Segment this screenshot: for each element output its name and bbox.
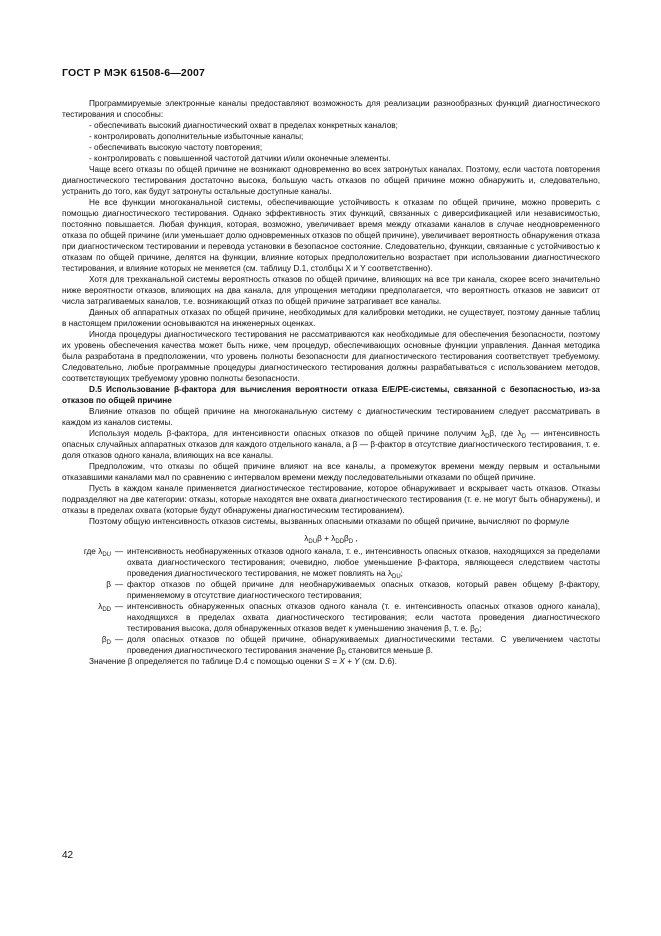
subscript: D	[348, 539, 354, 545]
paragraph: Иногда процедуры диагностического тестирования не рассматриваются как необходимые для обеспечения безопасности, поэтому их уровень обеспечения качества может быть ниже, чем процедур, обеспечивающих основные функции управления. Данная методика была разработана в предположении, что уровень полноты безопасности для диагностического тестирования соответствует требуемому. Следовательно, любые программные процедуры диагностического тестирования должны разрабатываться с использованием методов, соответствующих требуемому уровню полноты безопасности.	[62, 330, 600, 383]
text-run: (см. D.6).	[359, 657, 397, 666]
text-run: β, где λ	[489, 429, 522, 438]
dash-separator: —	[114, 602, 124, 611]
paragraph: Чаще всего отказы по общей причине не возникают одновременно во всех затронутых каналах. Поэтому, если частота повторения диагностического тестирования достаточно высока, большую часть отказов по общей причине можно обнаружить и, следовательно, устранить до того, как будут затронуты остальные доступные каналы.	[62, 165, 600, 196]
definition-symbol	[62, 546, 111, 557]
subscript: DU	[102, 552, 111, 558]
formula-inline: S = X + Y	[324, 657, 360, 666]
text-run: становится меньше β.	[345, 646, 433, 655]
formula-part: β	[344, 534, 349, 543]
document-body	[62, 98, 600, 667]
list-item: - контролировать с повышенной частотой датчики и/или оконечные элементы.	[89, 154, 391, 163]
subscript: D	[341, 651, 346, 657]
symbol: λ	[98, 547, 103, 556]
paragraph: Данных об аппаратных отказах по общей причине, необходимых для калибровки методики, не существует, поэтому данные таблиц в настоящем приложении основываются на инженерных оценках.	[62, 308, 600, 328]
definition-text	[127, 579, 600, 601]
symbol: λ	[387, 569, 392, 578]
definition-body: доля опасных отказов по общей причине, обнаруживаемых диагностическими тестами. С увеличением частоты проведения диагностического тестирования значение β	[127, 635, 600, 655]
subscript: DU	[308, 539, 318, 545]
subscript: DD	[102, 607, 111, 613]
symbol: λ	[98, 602, 103, 611]
definition-body: фактор отказов по общей причине для необнаруживаемых опасных отказов, который равен общему β-фактору, применяемому в отсутствие диагностического тестирования;	[127, 580, 600, 600]
formula	[62, 533, 600, 544]
subscript: D	[474, 629, 480, 635]
dash-separator: —	[114, 580, 124, 589]
symbol: β	[101, 635, 107, 644]
list-item: - обеспечивать высокий диагностический охват в пределах конкретных каналов;	[89, 121, 398, 130]
dash-separator: —	[114, 547, 124, 556]
definition-text	[127, 601, 600, 634]
definition-text	[127, 546, 600, 579]
text-run: Значение β определяется по таблице D.4 с помощью оценки	[89, 657, 325, 666]
definition-symbol	[62, 579, 111, 590]
definition-body: интенсивность обнаруженных опасных отказов одного канала (т. е. интенсивность опасных отказов одного канала), находящихся в пределах охвата диагностического тестирования; если частота проведения диагностического тестирования высока, доля обнаруженных отказов ведет к уменьшению значения β, т. е. β	[127, 602, 600, 633]
list-item: - контролировать дополнительные избыточные каналы;	[89, 132, 304, 141]
definition-item	[62, 546, 600, 579]
where-word: где	[83, 547, 96, 556]
definition-symbol	[62, 634, 111, 645]
paragraph: Пусть в каждом канале применяется диагностическое тестирование, которое обнаруживает и вскрывает часть отказов. Отказы подразделяют на две категории: отказы, которые находятся вне охвата диагностического тестирования (т. е. не могут быть обнаружены), и отказы в пределах охвата (которые будут обнаружены диагностическим тестированием).	[62, 484, 600, 515]
subscript: D	[521, 434, 527, 440]
definition-body: интенсивность необнаруженных отказов одного канала, т. е., интенсивность опасных отказов, находящихся за пределами охвата диагностического тестирования; очевидно, любое уменьшение β-фактора, являющееся следствием частоты проведения диагностического тестирования, не может повлиять на	[127, 547, 600, 578]
subscript: D	[106, 640, 111, 646]
paragraph: Предположим, что отказы по общей причине влияют на все каналы, а промежуток времени между первым и остальными отказавшими каналами мал по сравнению с интервалом времени между последовательными отказами по общей причине.	[62, 462, 600, 482]
subscript: DD	[335, 539, 345, 545]
definition-item	[62, 634, 600, 656]
list-item: - обеспечивать высокую частоту повторения;	[89, 143, 263, 152]
definition-symbol	[62, 601, 111, 612]
symbol: β	[106, 580, 111, 589]
paragraph: Поэтому общую интенсивность отказов системы, вызванных опасными отказами по общей причине, вычисляют по формуле	[89, 517, 570, 526]
definition-text	[127, 634, 600, 656]
paragraph: Хотя для трехканальной системы вероятность отказов по общей причине, влияющих на все три канала, скорее всего значительно ниже вероятности отказов, влияющих на два канала, для упрощения методики предполагается, что вероятность отказов не зависит от числа затрагиваемых каналов, т.е. возникающий отказ по общей причине затрагивает все каналы.	[62, 275, 600, 306]
capabilities-list	[62, 120, 600, 164]
definitions-list	[62, 546, 600, 656]
paragraph: Влияние отказов по общей причине на многоканальную систему с диагностическим тестированием следует рассматривать в каждом из каналов системы.	[62, 407, 600, 427]
final-paragraph	[62, 656, 600, 667]
section-title: D.5 Использование β-фактора для вычисления вероятности отказа E/E/PE-системы, связанной с безопасностью, из-за отказов по общей причине	[62, 385, 600, 405]
text-run: ;	[479, 624, 482, 633]
paragraph	[62, 428, 600, 461]
paragraph: Не все функции многоканальной системы, обеспечивающие устойчивость к отказам по общей причине, можно проверить с помощью диагностического тестирования. Однако эффективность этих функций, связанных с диверсификацией или независимостью, постоянно повышается. Любая функция, которая, возможно, увеличивает время между отказами каналов в случае неодновременного отказа по общей причине (или уменьшает долю одновременных отказов по общей причине), увеличивает вероятность обнаружения отказа при диагностическом тестировании и перевода установки в безопасное состояние. Следовательно, функции, связанные с устойчивостью к отказам по общей причине, делятся на функции, влияние которых предположительно возрастает при использовании диагностического тестирования, и влияние которых не меняется (см. таблицу D.1, столбцы X и Y соответственно).	[62, 198, 600, 273]
text-run: ;	[400, 569, 403, 578]
page-number: 42	[62, 850, 74, 861]
subscript: D	[485, 434, 490, 440]
page-header: ГОСТ Р МЭК 61508-6—2007	[62, 67, 206, 79]
intro-paragraph: Программируемые электронные каналы предоставляют возможность для реализации разнообразных функций диагностического тестирования и способны:	[62, 99, 600, 119]
definition-item	[62, 601, 600, 634]
dash-separator: —	[114, 635, 124, 644]
text-run: Используя модель β-фактора, для интенсивности опасных отказов по общей причине получим λ	[89, 429, 486, 438]
subscript: DU	[392, 574, 401, 580]
definition-item	[62, 579, 600, 601]
formula-part: ,	[353, 534, 358, 543]
text-run: — интенсивность опасных случайных аппаратных отказов для каждого отдельного канала, а β — β-фактор в отсутствие диагностического тестирования, т. е. доля отказов одного канала, влияющих на все каналы.	[62, 429, 600, 460]
formula-part: β + λ	[317, 534, 336, 543]
formula-part: λ	[304, 534, 309, 543]
